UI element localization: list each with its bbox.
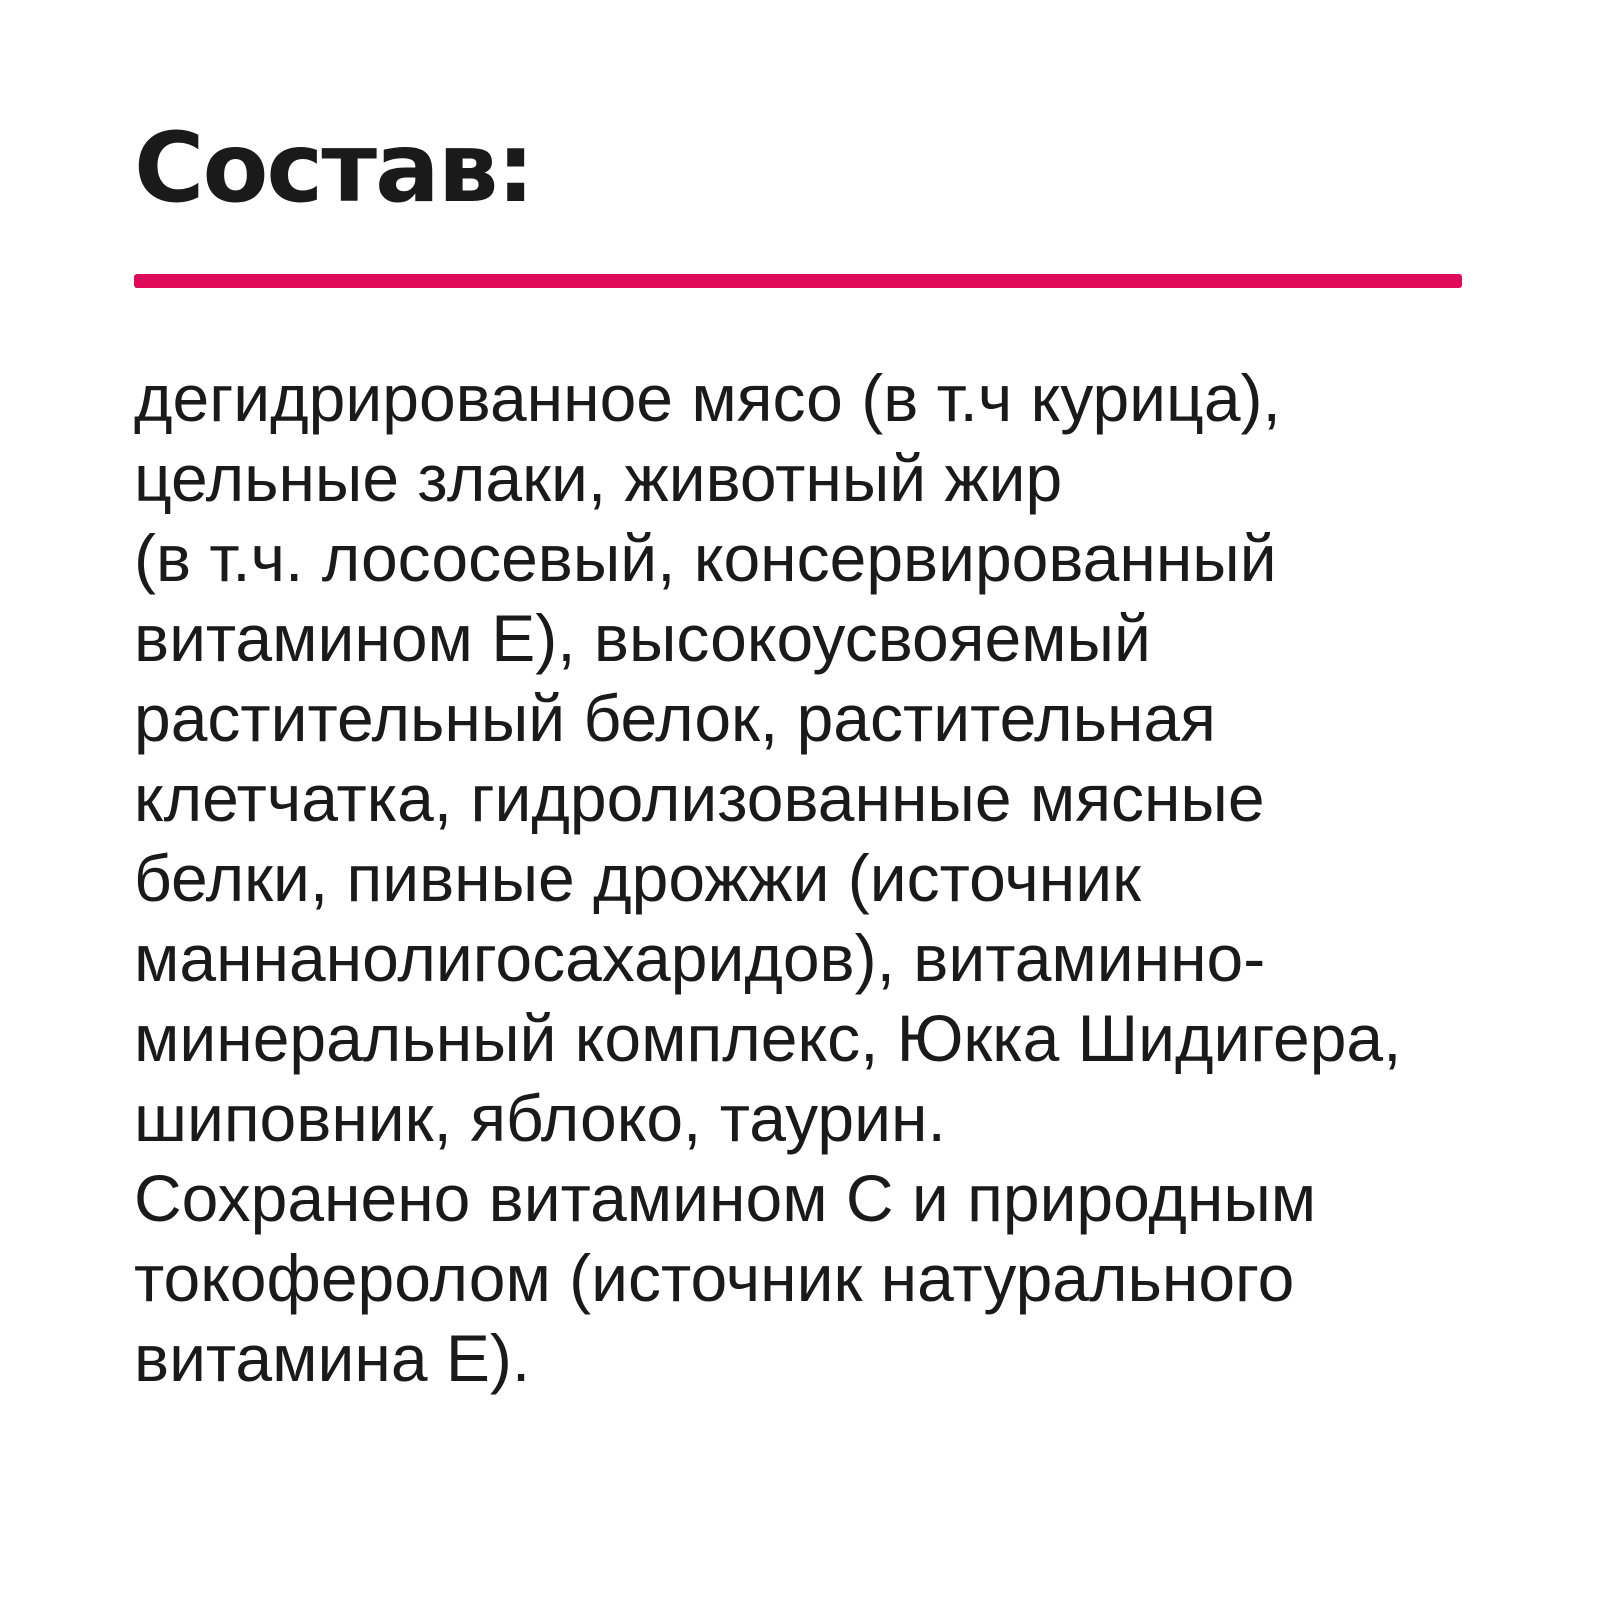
composition-text — [134, 358, 1574, 1398]
accent-divider — [134, 274, 1462, 288]
composition-line: растительный белок, растительная — [134, 681, 1216, 755]
composition-heading: Состав: — [134, 112, 533, 224]
composition-line: витамина Е). — [134, 1321, 531, 1395]
composition-line: шиповник, яблоко, таурин. — [134, 1081, 946, 1155]
composition-line: витамином Е), высокоусвояемый — [134, 601, 1151, 675]
composition-line: белки, пивные дрожжи (источник — [134, 841, 1141, 915]
composition-line: (в т.ч. лососевый, консервированный — [134, 521, 1277, 595]
composition-line: Сохранено витамином С и природным — [134, 1161, 1317, 1235]
composition-line: токоферолом (источник натурального — [134, 1241, 1295, 1315]
composition-line: минеральный комплекс, Юкка Шидигера, — [134, 1001, 1402, 1075]
composition-line: клетчатка, гидролизованные мясные — [134, 761, 1265, 835]
composition-line: маннанолигосахаридов), витаминно- — [134, 921, 1266, 995]
composition-line: дегидрированное мясо (в т.ч курица), — [134, 361, 1281, 435]
composition-line: цельные злаки, животный жир — [134, 441, 1063, 515]
